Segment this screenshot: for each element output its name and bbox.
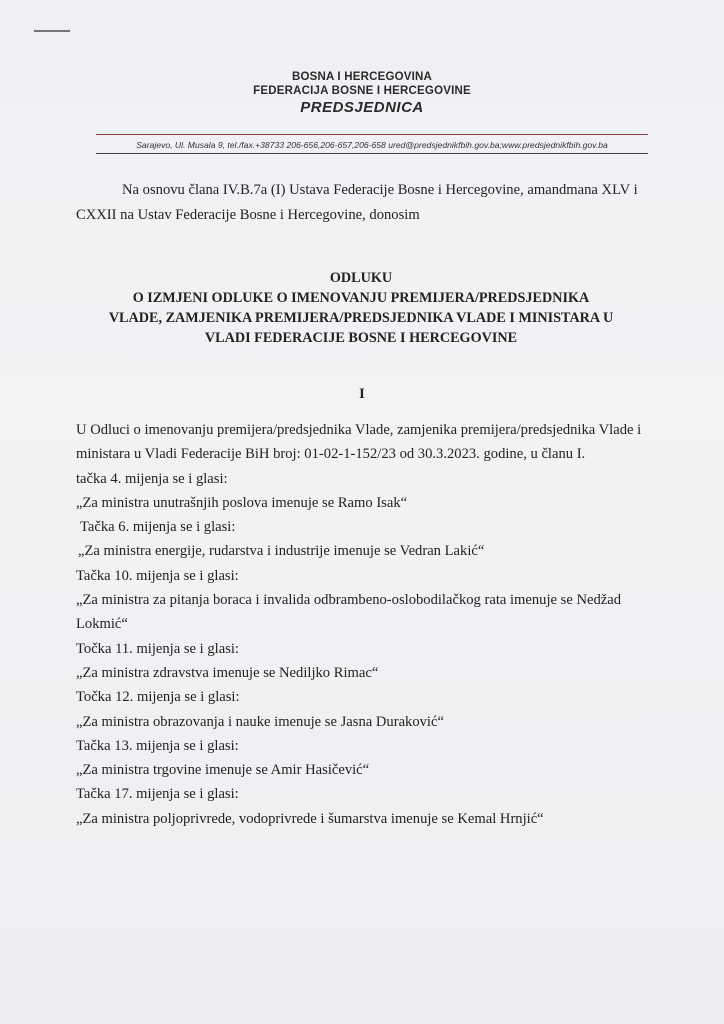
letterhead-contact: Sarajevo, Ul. Musala 9, tel./fax.+38733 206-656,206-657,206-658 ured@predsjednikfbih.gov.ba;www.predsjednikfbih.gov.ba xyxy=(136,140,608,150)
body-line-10: Točka 11. mijenja se i glasi: xyxy=(76,640,239,657)
letterhead-federation: FEDERACIJA BOSNE I HERCEGOVINE xyxy=(253,85,471,97)
letterhead-bottom-rule xyxy=(96,153,648,154)
body-line-5: Tačka 6. mijenja se i glasi: xyxy=(80,519,236,536)
title-line-3: VLADE, ZAMJENIKA PREMIJERA/PREDSJEDNIKA VLADE I MINISTARA U xyxy=(108,310,614,326)
intro-line-1: Na osnovu člana IV.B.7a (I) Ustava Federacije Bosne i Hercegovine, amandmana XLV i xyxy=(122,182,638,198)
body-line-11: „Za ministra zdravstva imenuje se Nediljko Rimac“ xyxy=(76,664,379,681)
body-line-8: „Za ministra za pitanja boraca i invalida odbrambeno-oslobodilačkog rata imenuje se Nedžad xyxy=(76,592,622,609)
letterhead-office: PREDSJEDNICA xyxy=(300,99,424,116)
decision-body xyxy=(76,418,656,831)
title-line-1: ODLUKU xyxy=(329,270,393,286)
body-line-4: „Za ministra unutrašnjih poslova imenuje se Ramo Isak“ xyxy=(76,494,408,511)
body-line-12: Točka 12. mijenja se i glasi: xyxy=(76,689,240,706)
letterhead-country: BOSNA I HERCEGOVINA xyxy=(291,71,433,83)
title-line-4: VLADI FEDERACIJE BOSNE I HERCEGOVINE xyxy=(204,330,518,346)
body-line-1: U Odluci o imenovanju premijera/predsjednika Vlade, zamjenika premijera/predsjednika Vlade i xyxy=(76,422,642,438)
letterhead xyxy=(0,70,724,117)
intro-line-2: CXXII na Ustav Federacije Bosne i Hercegovine, donosim xyxy=(76,207,420,223)
decision-title xyxy=(76,268,646,348)
body-line-6: „Za ministra energije, rudarstva i industrije imenuje se Vedran Lakić“ xyxy=(78,543,485,560)
title-line-2: O IZMJENI ODLUKE O IMENOVANJU PREMIJERA/PREDSJEDNIKA xyxy=(132,290,590,306)
letterhead-top-rule xyxy=(96,134,648,135)
pen-mark xyxy=(34,30,70,32)
body-line-9: Lokmić“ xyxy=(76,616,128,633)
body-line-13: „Za ministra obrazovanja i nauke imenuje se Jasna Duraković“ xyxy=(76,713,444,730)
section-number: I xyxy=(359,386,365,402)
body-line-16: Tačka 17. mijenja se i glasi: xyxy=(76,786,239,803)
intro-paragraph xyxy=(76,178,646,228)
body-line-2: ministara u Vladi Federacije BiH broj: 01-02-1-152/23 od 30.3.2023. godine, u članu I. xyxy=(76,446,586,463)
body-line-15: „Za ministra trgovine imenuje se Amir Hasičević“ xyxy=(76,762,370,779)
body-line-14: Tačka 13. mijenja se i glasi: xyxy=(76,737,239,754)
body-line-7: Tačka 10. mijenja se i glasi: xyxy=(76,567,239,584)
body-line-3: tačka 4. mijenja se i glasi: xyxy=(76,470,228,487)
body-line-17: „Za ministra poljoprivrede, vodoprivrede i šumarstva imenuje se Kemal Hrnjić“ xyxy=(76,810,544,827)
